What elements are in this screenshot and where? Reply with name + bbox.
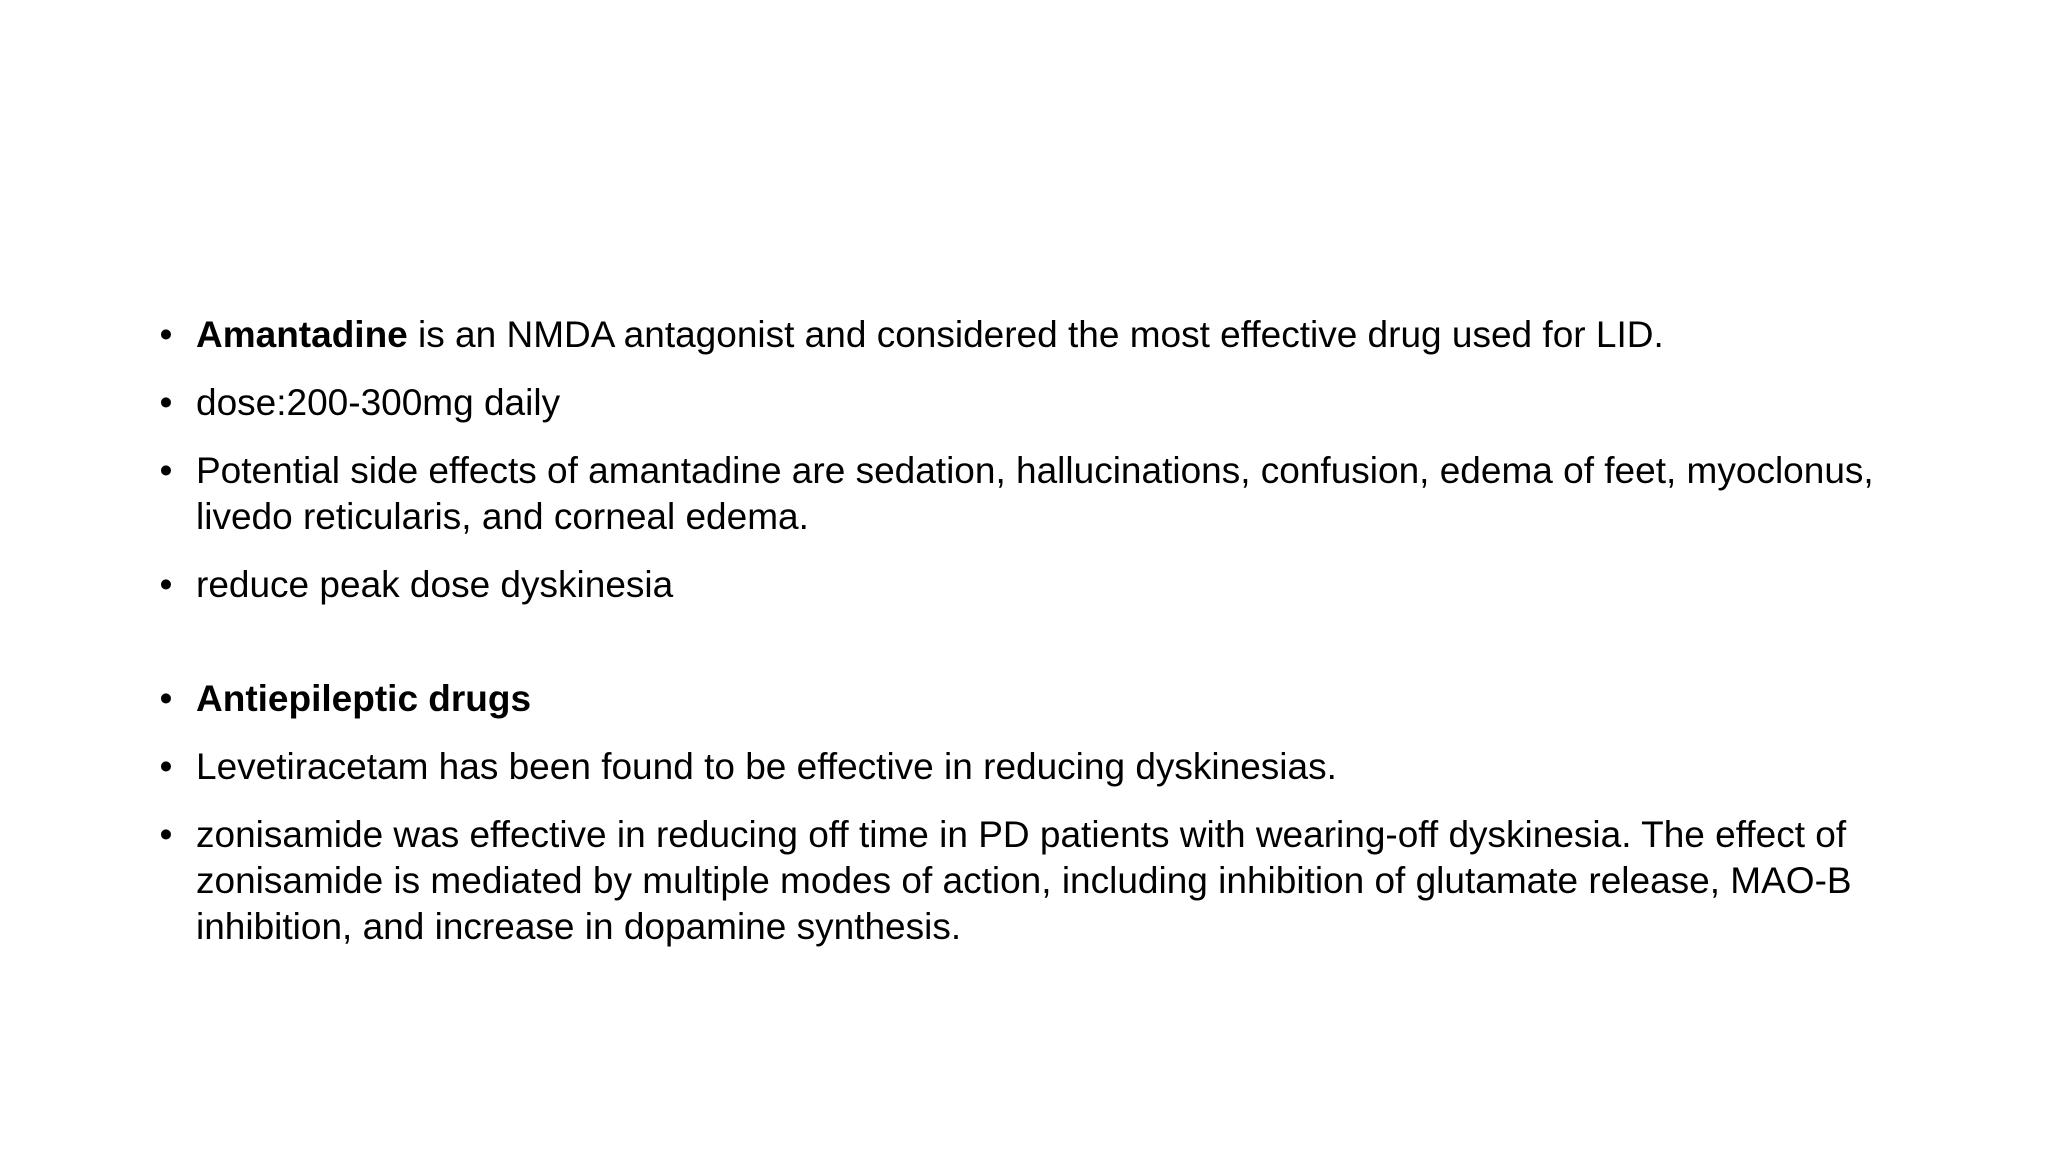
bullet-zonisamide: [150, 812, 1890, 950]
bullet-dot: •: [159, 678, 173, 719]
bullet-text: reduce peak dose dyskinesia: [196, 564, 674, 605]
bullet-amantadine: [150, 312, 1890, 358]
bullet-dot: •: [159, 314, 173, 355]
bullet-dot: •: [159, 382, 173, 423]
bullet-list: [150, 312, 1890, 972]
bullet-text: zonisamide was effective in reducing off time in PD patients with wearing-off dyskinesia. The effect of zonisamide is mediated by multiple modes of action, including inhibition of glutamate release, MAO-B inhibition, and increase in dopamine synthesis.: [196, 814, 1852, 947]
bullet-levetiracetam: [150, 744, 1890, 790]
bullet-dot: •: [159, 564, 173, 605]
bullet-text: Levetiracetam has been found to be effective in reducing dyskinesias.: [196, 746, 1337, 787]
bullet-bold-text: Antiepileptic drugs: [196, 678, 532, 719]
bullet-bold-text: Amantadine: [196, 314, 408, 355]
bullet-text: dose:200-300mg daily: [196, 382, 561, 423]
bullet-antiepileptic-heading: [150, 676, 1890, 722]
bullet-dot: •: [159, 814, 173, 855]
bullet-text: is an NMDA antagonist and considered the most effective drug used for LID.: [407, 314, 1664, 355]
bullet-peak-dose: [150, 562, 1890, 608]
bullet-dose: [150, 380, 1890, 426]
bullet-side-effects: [150, 448, 1890, 540]
bullet-dot: •: [159, 746, 173, 787]
bullet-text: Potential side effects of amantadine are sedation, hallucinations, confusion, edema of feet, myoclonus, livedo reticularis, and corneal edema.: [196, 450, 1874, 537]
bullet-dot: •: [159, 450, 173, 491]
